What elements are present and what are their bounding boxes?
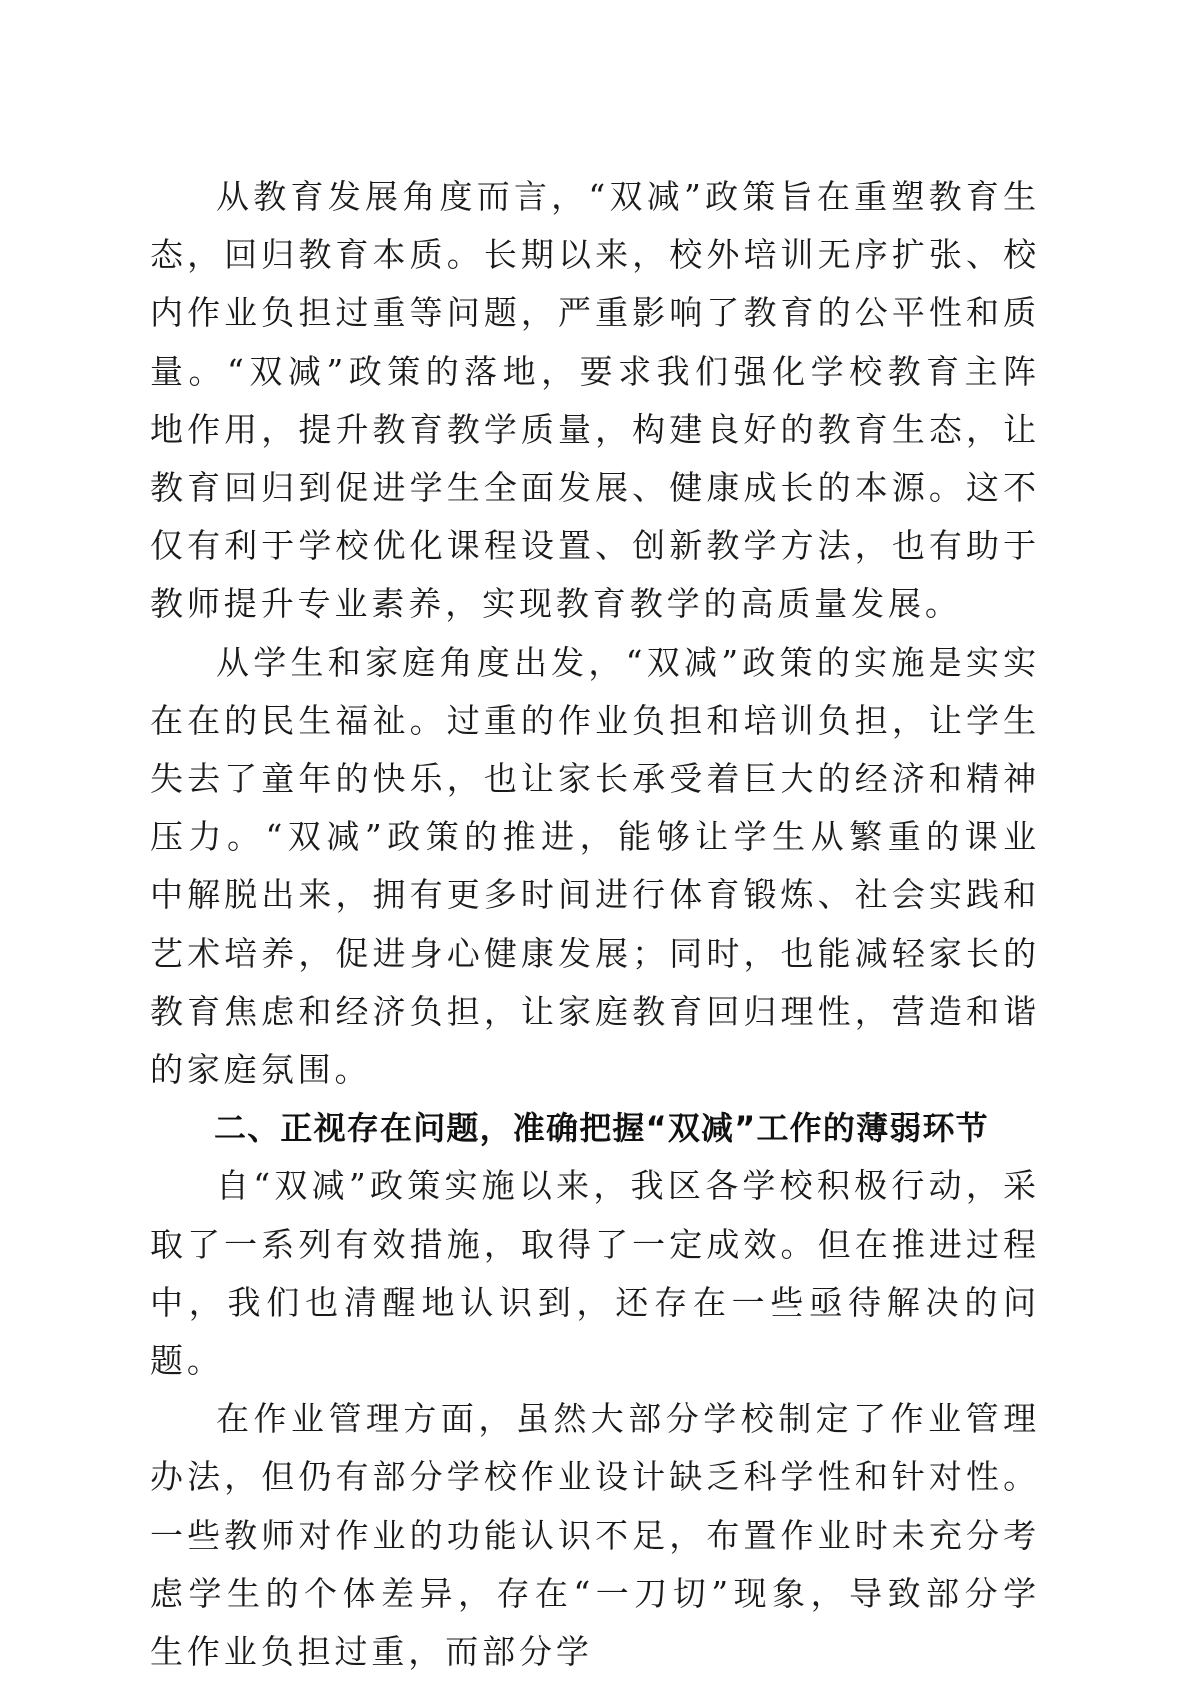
document-body	[150, 168, 1040, 1681]
paragraph-students-families: 从学生和家庭角度出发，“双减”政策的实施是实实在在的民生福祉。过重的作业负担和培训负担，让学生失去了童年的快乐，也让家长承受着巨大的经济和精神压力。“双减”政策的推进，能够让学生从繁重的课业中解脱出来，拥有更多时间进行体育锻炼、社会实践和艺术培养，促进身心健康发展；同时，也能减轻家长的教育焦虑和经济负担，让家庭教育回归理性，营造和谐的家庭氛围。	[150, 642, 1040, 1090]
paragraph-education-development: 从教育发展角度而言，“双减”政策旨在重塑教育生态，回归教育本质。长期以来，校外培训无序扩张、校内作业负担过重等问题，严重影响了教育的公平性和质量。“双减”政策的落地，要求我们强化学校教育主阵地作用，提升教育教学质量，构建良好的教育生态，让教育回归到促进学生全面发展、健康成长的本源。这不仅有利于学校优化课程设置、创新教学方法，也有助于教师提升专业素养，实现教育教学的高质量发展。	[150, 177, 1040, 624]
section-heading: 二、正视存在问题，准确把握“双减”工作的薄弱环节	[214, 1109, 989, 1148]
paragraph-problems-intro: 自“双减”政策实施以来，我区各学校积极行动，采取了一系列有效措施，取得了一定成效。但在推进过程中，我们也清醒地认识到，还存在一些亟待解决的问题。	[150, 1166, 1040, 1381]
paragraph-homework-management: 在作业管理方面，虽然大部分学校制定了作业管理办法，但仍有部分学校作业设计缺乏科学性和针对性。一些教师对作业的功能认识不足，布置作业时未充分考虑学生的个体差异，存在“一刀切”现象，导致部分学生作业负担过重，而部分学	[150, 1399, 1040, 1672]
